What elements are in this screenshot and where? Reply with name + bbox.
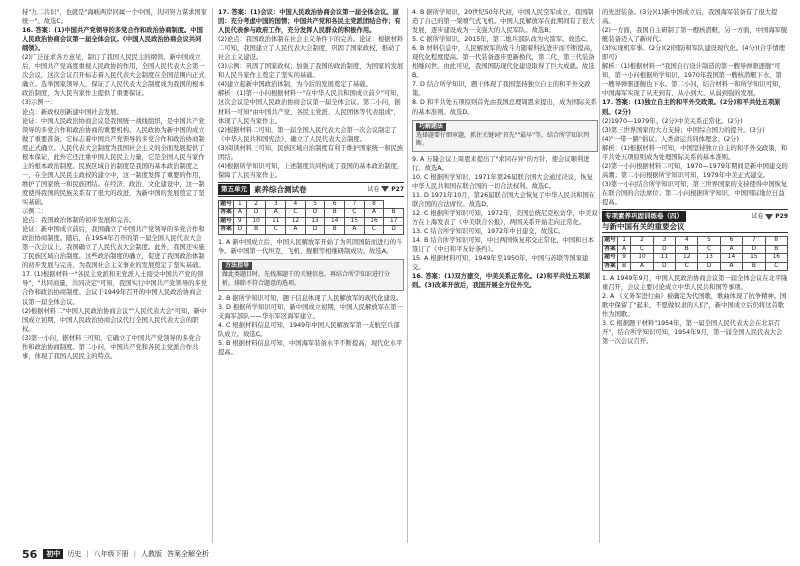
tip-text: 选择题要仔细审题，抓住关键词"首先""最早"等，结合所学知识判断。: [416, 131, 590, 148]
paragraph: 9. A 万隆会议上周恩来提出了"求同存异"的方针，使会议顺利进行。故选A。: [412, 155, 590, 172]
table-cell: B: [246, 226, 266, 235]
table-cell: C: [286, 209, 306, 218]
paragraph: 论证：中国人民政治协商会议是我国统一战线组织，是中国共产党领导的多党合作和政治协商的重要机构。人民政协为新中国的成立做了重要准备，它标志着中国共产党领导的多党合作和政治协商制度正式确立。人民代表大会制度为我国社会主义的全面发展提供了根本保证，此外它还注重中国人民民主力量，它是全国人民当家作主的根本政治制度。民族区域自治制度是我国的基本政治制度之一，在全国人民民主政权的建立中，这一制度发挥了重要的作用，维护了国家统一和民族团结。在经济、政治、文化建设中，这一制度使得我国的民族关系有了很大的改进，为新中国的发展奠定了坚实基础。: [22, 117, 205, 206]
table-cell: 13: [698, 254, 720, 263]
page-number: 56: [22, 547, 38, 561]
table-cell: B: [743, 262, 765, 271]
tip-box: [412, 120, 598, 152]
separator: |: [133, 550, 137, 558]
table-cell: 10: [246, 217, 266, 226]
paragraph: (2)根据材料二"中国人民政治协商会议""人民代表大会"可知，新中国成立初期，中国人民政治协商会议代行全国人民代表大会的职权。: [22, 307, 207, 333]
paragraph: 5. B 根据材料信息可知，中国海军装备水平不断提高，现代化水平提高。: [218, 340, 403, 357]
tip-title: 巧解题法: [416, 123, 446, 131]
table-cell: 11: [653, 254, 675, 263]
paragraph: (2)第一小问根据材料二可知，1970—1979年期间是新中国建交的高潮；第二小问根据所学知识可知，1979年中美正式建交。: [602, 162, 788, 179]
table-cell: 4: [676, 237, 698, 246]
paragraph: (3)第三世界国家的大力支持；中国综合国力的提升。(3分): [602, 126, 765, 134]
paragraph: 解析：(1)根据材料一"我国自行设计制造的第一艘导弹驱逐舰"可知，第一小问根据所学知识，1970年我国第一艘核潜艇下水，第一艘导弹驱逐舰也下水。第二小问，结合材料一和所学知识可知，中国海军实现了从无到有、从小到大、从弱到强的发展。: [602, 63, 785, 98]
table-cell: 14: [720, 254, 742, 263]
paragraph: 3. D 根据所学知识可知，新中国成立初期，中国人民解放军在第一支海军部队——华东军区海军建立。: [218, 304, 403, 321]
paragraph: 论点：新政权创新建中国社会发展。: [22, 108, 123, 116]
subject: 历史: [67, 550, 82, 558]
table-row: [219, 226, 404, 235]
table-cell: 1: [234, 200, 247, 209]
table-cell: 7: [345, 200, 365, 209]
table-cell: 8: [765, 237, 787, 246]
unit-tag: 第五单元: [218, 184, 250, 195]
table-cell: 1: [618, 237, 631, 246]
table-cell: 15: [345, 217, 365, 226]
table-row: [603, 237, 788, 246]
unit-title: 与新中国有关的重要会议: [602, 222, 685, 232]
row-label: 题号: [220, 217, 232, 224]
paragraph: 2. B 据所学知识可知，题干信息体现了人民解放军的现代化建设。: [218, 295, 403, 303]
table-cell: 3: [266, 200, 286, 209]
paragraph: (3)第一小问，据材料三可知，它确立了中国共产党领导的多党合作和政治协商制度。第二小问，中国共产党和各民主党派合作共事，体现了我国人民民主的特点。: [22, 334, 201, 360]
paragraph: (3)示例：巩固了国家政权；加强了我国的政治制度，为国家的发展和人民当家作主奠定了坚实的基础。: [218, 63, 404, 80]
table-cell: 2: [631, 237, 653, 246]
table-cell: D: [384, 226, 404, 235]
paragraph: 8. D 和平共处五项原则首先由我国总理周恩来提出，成为国际关系的基本准则。故选D。: [412, 99, 597, 116]
table-cell: A: [720, 262, 742, 271]
column-2: [218, 8, 404, 543]
row-label: 答案: [604, 245, 616, 252]
paragraph: (4)根据所学知识可知，上述制度共同构成了我国的基本政治制度，保障了人民当家作主。: [218, 162, 404, 179]
table-cell: 2: [246, 200, 266, 209]
suffix: 答案全解全析: [167, 550, 210, 558]
paragraph: (2)论点：我国政治体制在社会主义条件下的完善。论证：根据材料二可知，我国建立了人民代表大会制度，巩固了国家政权，推动了社会主义建设。: [218, 36, 404, 62]
paragraph: (3)实现机军事。(2分)(2)国防和军队建设现代化。(4分)(合乎情理即可): [602, 45, 785, 62]
table-cell: D: [305, 209, 325, 218]
column-divider: [212, 8, 213, 543]
arrow-icon: [765, 214, 773, 220]
tip-box: [218, 259, 404, 291]
table-row: [219, 217, 404, 226]
paragraph: 7. D 结合所学知识，题干体现了我国坚持独立自主的和平外交政策。: [412, 81, 591, 98]
table-cell: C: [364, 226, 384, 235]
unit-tag: 专项素养巩固训练卷（四）: [602, 211, 686, 222]
table-cell: 12: [676, 254, 698, 263]
table-cell: D: [305, 226, 325, 235]
paragraph: 12. C 根据所学知识可知，1972年，美国总统尼克松访华，中美双方在上海发表了《中美联合公报》，两国关系开始走向正常化。: [412, 210, 598, 227]
brand-logo: 初中: [43, 549, 63, 559]
paragraph: (2)广泛征求各方意见，制订了我国人民民主的纲领。新中国成立后，中国共产党高度重视人民政协的作用，全国人民代表大会第一次会议，这次会议召开标志着人民代表大会制度在全国范围内正式确立。选举国家领导人，保证了人民代表大会制度成为我国的根本政治制度，为人民当家作主提供了重要保证。: [22, 54, 205, 98]
table-cell: B: [676, 245, 698, 254]
table-cell: B: [325, 209, 345, 218]
table-cell: A: [234, 209, 247, 218]
table-cell: 10: [631, 254, 653, 263]
table-cell: C: [676, 262, 698, 271]
table-cell: B: [384, 209, 404, 218]
paragraph: 17. 答案：(1)独立自主的和平外交政策。(2分)和平共处五项原则。(2分): [602, 99, 781, 116]
paragraph: (2)根据材料二可知，第一届全国人民代表大会第一次会议制定了《中华人民共和国宪法》，确立了人民代表大会制度。: [218, 126, 397, 143]
paragraph: 3. C 根据题干材料"1954年，第一届全国人民代表大会在北京召开"，结合所学知识可知，1954年9月，第一届全国人民代表大会第一次会议召开。: [602, 320, 783, 346]
table-cell: D: [743, 245, 765, 254]
row-label: 答案: [604, 262, 616, 269]
table-cell: C: [765, 262, 787, 271]
column-divider: [599, 8, 600, 543]
paragraph: (4)"一带一路"倡议；人类命运共同体理念。(2分): [602, 135, 739, 143]
table-cell: D: [653, 245, 675, 254]
unit-header: [218, 182, 404, 197]
table-cell: 12: [286, 217, 306, 226]
table-cell: D: [234, 226, 247, 235]
paragraph: (4)建立起新中国政治体制，为今后的发展奠定了基础。: [218, 81, 372, 89]
answer-key-table: [602, 236, 788, 271]
paragraph: 示例二：: [22, 208, 48, 216]
row-label: 题号: [604, 237, 616, 244]
table-cell: 5: [698, 237, 720, 246]
table-cell: 9: [234, 217, 247, 226]
table-cell: 4: [286, 200, 306, 209]
table-cell: 7: [743, 237, 765, 246]
paragraph: (3)阅读材料三可知，民族区域自治制度有利于维护国家统一和民族团结。: [218, 144, 404, 161]
paragraph: (3)第一小问结合所学知识可知，第三世界国家的支持使得中国恢复在联合国的合法席位；第二小问根据所学知识，中国国际地位日益提高。: [602, 180, 788, 206]
paragraph: (2)一方面，我国自主研制了第一艘核潜艇，另一方面，中国海军舰艇装备迈入了新时代。: [602, 27, 788, 44]
table-cell: 6: [325, 200, 345, 209]
paragraph: 13. C 结合所学知识可知，1972年中日建交，故选C。: [412, 228, 565, 236]
page-ref: 试卷 P29: [751, 213, 788, 220]
table-cell: 17: [384, 217, 404, 226]
row-label: 答案: [220, 209, 232, 216]
table-cell: 5: [305, 200, 325, 209]
separator: |: [86, 550, 89, 558]
table-cell: D: [246, 209, 266, 218]
paragraph: 的先进装备。(3分)(1)新中国成立后，我国海军装备有了很大提高。: [602, 9, 778, 26]
arrow-icon: [381, 186, 389, 192]
paragraph: 17. 答案：(1)会议：中国人民政治协商会议第一届全体会议。原因：充分考虑中国的国情；中国共产党和各民主党派团结合作；有人民代表参与政府工作，充分发挥人民群众的积极作用。: [218, 9, 401, 35]
paragraph: 11. D 1971年10月，第26届联合国大会恢复了中华人民共和国在联合国的合法席位。故选D。: [412, 191, 596, 209]
paragraph: 解析：(1)根据材料一可知，中国坚持独立自主的和平外交政策，和平共处五项原则成为处理国际关系的基本准则。: [602, 144, 788, 161]
page-footer: [22, 547, 214, 561]
paragraph: 2. A 《义务军进行曲》被确定为代国歌，歌曲体现了抗争精神。国歌中保留了"起来，不愿做奴隶的人们"，新中国成立后仍将这首歌作为国歌。: [602, 293, 787, 319]
column-3: [412, 8, 598, 543]
answer-key-table: [218, 200, 404, 235]
paragraph: 1. A 1949年9月，中国人民政治协商会议第一届全体会议在北平隆重召开，会议主要讨论成立中华人民共和国等事项。: [602, 275, 788, 292]
table-row: [219, 200, 404, 209]
paragraph: 17. (1)根据材料一"各民主党派和无党派人士接受中国共产党的领导"，"共同商量，共同决定"可知，我国实行中国共产党领导的多党合作和政治协商制度。会议于1949年召开的中国人民政治协商会议第一届全体会议。: [22, 271, 207, 306]
paragraph: 4. B 据所学知识，20世纪50年代初，中国人民空军成立，我国制造了自己的第一架喷气式飞机。中国人民解放军在此期间有了很大发展，逐步建设成为一支强大的人民军队。故选B。: [412, 9, 595, 35]
paragraph: 5. C 据所学知识，2015年，第二炮兵部队改为火箭军。故选C。: [412, 36, 592, 44]
column-divider: [407, 8, 408, 543]
paragraph: 持"九二共识"，也就是"海峡两岸同属一个中国，共同努力谋求国家统一"。故选C。: [22, 9, 207, 26]
row-label: 题号: [604, 254, 616, 261]
table-row: [603, 245, 788, 254]
column-4: [602, 8, 788, 543]
table-cell: B: [325, 226, 345, 235]
table-cell: 11: [266, 217, 286, 226]
paragraph: 4. C 根据材料信息可知，1949年中国人民解放军第一支航空兵部队成立。故选C。: [218, 322, 400, 339]
page-ref: 试卷 P27: [367, 185, 404, 193]
table-cell: C: [698, 245, 720, 254]
row-label: 题号: [220, 200, 232, 207]
table-cell: C: [345, 209, 365, 218]
paragraph: 15. A 根据材料可知，1949年至1950年，中国与苏联等国家建交。: [412, 255, 589, 272]
table-cell: A: [266, 209, 286, 218]
table-cell: D: [653, 262, 675, 271]
tip-text: 做此类题目时，先找准题干的关键信息，再结合所学知识进行分析，排除不符合题意的选项。: [222, 271, 391, 287]
table-cell: A: [618, 245, 631, 254]
table-cell: A: [345, 226, 365, 235]
table-cell: A: [720, 245, 742, 254]
paragraph: (3)示例一：: [22, 99, 57, 107]
paragraph: 解析：(1)第一小问根据材料一"在中华人民共和国成立前夕"可知，这次会议是中国人民政治协商会议第一届全体会议。第二小问，据材料一可知"由中国共产党、各民主党派、人民团体等代表组成"，体现了人民当家作主。: [218, 90, 403, 125]
table-cell: A: [286, 226, 306, 235]
table-cell: B: [618, 262, 631, 271]
unit-title: 素养综合测试卷: [254, 184, 307, 194]
grade: 八年级下册: [93, 550, 129, 558]
table-cell: 8: [364, 200, 384, 209]
table-cell: C: [266, 226, 286, 235]
table-cell: 13: [305, 217, 325, 226]
unit-header: [602, 209, 788, 233]
table-cell: 16: [364, 217, 384, 226]
table-cell: 16: [765, 254, 787, 263]
paragraph: 16. 答案：(1)中国共产党领导的多党合作和政治协商制度。中国人民政治协商会议第一届全体会议。《中国人民政治协商会议共同纲领》。: [22, 27, 203, 53]
paragraph: 论证：新中国成立前后，我国确立了中国共产党领导的多党合作和政治协商制度。随后，在1954年召开的第一届全国人民代表大会第一次会议上，我国确立了人民代表大会制度。此外，我国还实施了民族区域自治制度。这些政治制度的确立，促进了我国政治体制的初步发展与完善，为我国社会主义事业的发展奠定了坚实基础。: [22, 226, 205, 270]
tip-title: 方法指导: [222, 262, 252, 270]
paragraph: 16. 答案：(1)双方建交，中美关系正常化。(2)和平共处五项原则。(3)改革开放后，我国开展全方位外交。: [412, 273, 591, 290]
row-label: 答案: [220, 226, 232, 233]
table-cell: 15: [743, 254, 765, 263]
paragraph: (2)1970—1979年。(2分)中美关系正常化。(2分): [602, 117, 743, 125]
table-cell: 6: [720, 237, 742, 246]
table-cell: C: [631, 245, 653, 254]
table-cell: 14: [325, 217, 345, 226]
table-cell: D: [698, 262, 720, 271]
table-row: [219, 209, 404, 218]
table-cell: 3: [653, 237, 675, 246]
table-cell: B: [765, 245, 787, 254]
paragraph: 1. A 新中国成立后，中国人民解放军开始了为巩固国防而进行的斗争。新中国第一代坦克、飞机、舰艇等相继研制成功。故选A。: [218, 238, 403, 255]
table-cell: A: [364, 209, 384, 218]
table-row: [603, 254, 788, 263]
paragraph: 6. B 材料信息中，人民解放军的战斗力随着科技进步而不断提高，现代化程度提高。第一代装备逐步更新换代，第二代、第三代装备相继问世。由此可见，我国国防现代化建设取得了巨大成就。故选B。: [412, 45, 597, 80]
column-1: [22, 8, 207, 543]
paragraph: 14. B 结合所学知识可知，中日两国恢复邦交正常化，中国和日本签订了《中日和平友好条约》。: [412, 237, 595, 254]
edition: 人教版: [141, 550, 163, 558]
table-cell: 9: [618, 254, 631, 263]
table-cell: A: [631, 262, 653, 271]
paragraph: 10. C 根据所学知识，1971年第26届联合国大会通过决议，恢复中华人民共和国在联合国的一切合法权利。故选C。: [412, 173, 593, 190]
paragraph: 论点：我国政治体制的初步发展和完善。: [22, 217, 136, 225]
table-row: [603, 262, 788, 271]
